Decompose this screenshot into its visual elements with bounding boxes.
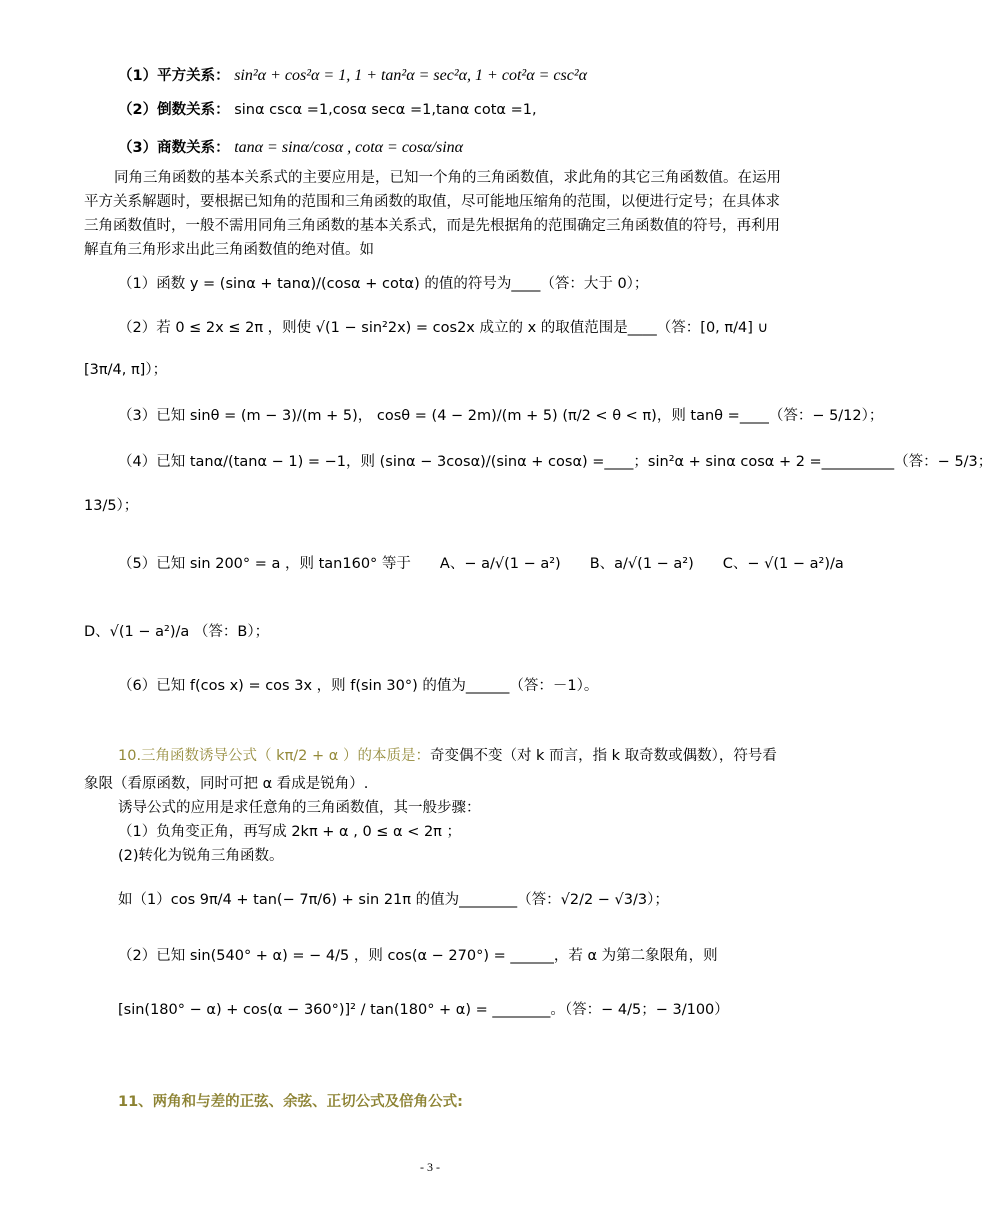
identity-usage-paragraph: 同角三角函数的基本关系式的主要应用是，已知一个角的三角函数值，求此角的其它三角函数值。在运用平方关系解题时，要根据已知角的范围和三角函数的取值，尽可能地压缩角的范围，以便进行定号；在具体求三角函数值时，一般不需用同角三角函数的基本关系式，而是先根据角的范围确定三角函数值的符号，再利用解直角三角形求出此三角函数值的绝对值。如 xyxy=(84,170,781,258)
exercise-3: （3）已知 sinθ = (m − 3)/(m + 5)， cosθ = (4 − 2m)/(m + 5) (π/2 < θ < π)，则 tanθ =____（答：− 5/12）； xyxy=(118,408,884,424)
quotient-relation-formula: tanα = sinα/cosα , cotα = cosα/sinα xyxy=(234,139,464,156)
reciprocal-relation-label: （2）倒数关系： xyxy=(118,102,230,118)
section-10-line-2: 象限（看原函数，同时可把 α 看成是锐角）. xyxy=(84,776,369,792)
square-relation-line xyxy=(118,64,790,88)
section-10-rule: 奇变偶不变（对 k 而言，指 k 取奇数或偶数），符号看 xyxy=(429,748,777,764)
exercise-4-line-2: 13/5）； xyxy=(84,498,139,514)
quotient-relation-label: （3）商数关系： xyxy=(118,140,230,156)
section-10-title: 10.三角函数诱导公式（ kπ/2 + α ）的本质是： xyxy=(118,748,430,764)
section-10-example-2-line-1: （2）已知 sin(540° + α) = − 4/5 ，则 cos(α − 270°) = ______，若 α 为第二象限角，则 xyxy=(118,948,718,964)
exercise-4-line-1: （4）已知 tanα/(tanα − 1) = −1，则 (sinα − 3cosα)/(sinα + cosα) =____；sin²α + sinα cosα + 2 =__________（答：− 5/3； xyxy=(118,454,992,470)
section-10-heading xyxy=(118,744,790,768)
section-10-example-1: 如（1）cos 9π/4 + tan(− 7π/6) + sin 21π 的值为________（答：√2/2 − √3/3）； xyxy=(118,892,669,908)
square-relation-formula: sin²α + cos²α = 1, 1 + tan²α = sec²α, 1 + cot²α = csc²α xyxy=(234,67,588,84)
section-11-heading: 11、两角和与差的正弦、余弦、正切公式及倍角公式: xyxy=(118,1094,463,1110)
section-10-example-2-line-2: [sin(180° − α) + cos(α − 360°)]² / tan(180° + α) = ________。（答：− 4/5；− 3/100） xyxy=(118,1002,729,1018)
exercise-2-line-2: [3π/4, π]）； xyxy=(84,362,168,378)
exercise-5-line-1: （5）已知 sin 200° = a ，则 tan160° 等于 A、− a/√(1 − a²) B、a/√(1 − a²) C、− √(1 − a²)/a xyxy=(118,556,844,572)
reciprocal-relation-line xyxy=(118,98,790,122)
square-relation-label: （1）平方关系： xyxy=(118,68,230,84)
page-number: - 3 - xyxy=(420,1160,440,1174)
section-10-steps-intro: 诱导公式的应用是求任意角的三角函数值，其一般步骤： xyxy=(118,800,481,816)
exercise-1: （1）函数 y = (sinα + tanα)/(cosα + cotα) 的值的符号为____（答：大于 0）； xyxy=(118,276,649,292)
exercise-2-line-1: （2）若 0 ≤ 2x ≤ 2π ，则使 √(1 − sin²2x) = cos2x 成立的 x 的取值范围是____（答：[0, π/4] ∪ xyxy=(118,320,769,336)
quotient-relation-line xyxy=(118,136,790,160)
reciprocal-relation-formula: sinα cscα =1,cosα secα =1,tanα cotα =1, xyxy=(234,102,537,118)
section-10-step-1: （1）负角变正角，再写成 2kπ + α , 0 ≤ α < 2π ； xyxy=(118,824,462,840)
exercise-5-line-2: D、√(1 − a²)/a （答：B）； xyxy=(84,624,270,640)
exercise-6: （6）已知 f(cos x) = cos 3x ，则 f(sin 30°) 的值为______（答：－1）。 xyxy=(118,678,599,694)
section-10-step-2: (2)转化为锐角三角函数。 xyxy=(118,848,284,864)
